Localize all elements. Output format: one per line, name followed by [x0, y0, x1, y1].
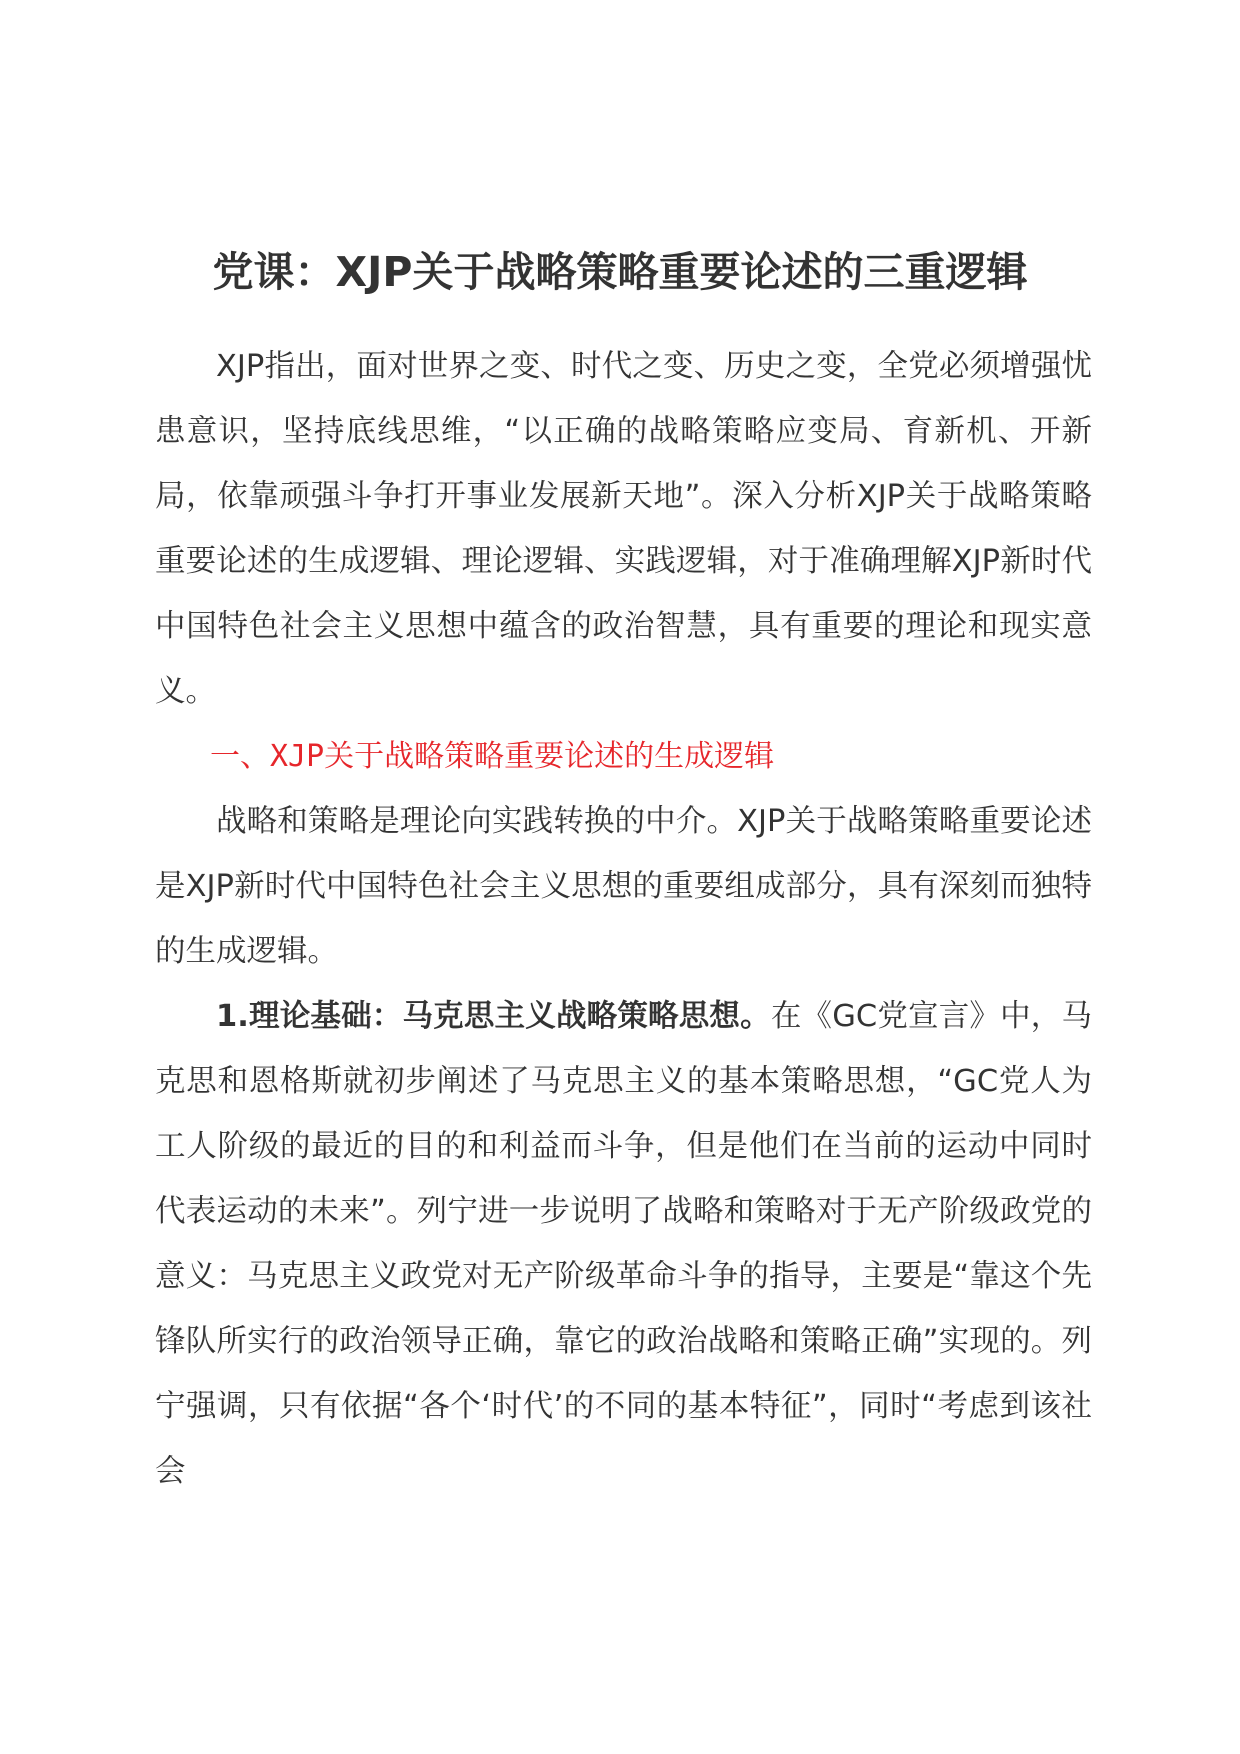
point-1-body: 在《GC党宣言》中，马克思和恩格斯就初步阐述了马克思主义的基本策略思想，“GC党人为工人阶级的最近的目的和利益而斗争，但是他们在当前的运动中同时代表运动的未来”。列宁进一步说明了战略和策略对于无产阶级政党的意义：马克思主义政党对无产阶级革命斗争的指导，主要是“靠这个先锋队所实行的政治领导正确，靠它的政治战略和策略正确”实现的。列宁强调，只有依据“各个‘时代’的不同的基本特征”，同时“考虑到该社会: [155, 999, 1092, 1489]
document-body: [155, 334, 1092, 1504]
document-title: 党课：XJP关于战略策略重要论述的三重逻辑: [212, 248, 1028, 296]
point-1-paragraph: [155, 984, 1092, 1504]
section-heading-1: 一、XJP关于战略策略重要论述的生成逻辑: [210, 739, 775, 774]
intro-paragraph: XJP指出，面对世界之变、时代之变、历史之变，全党必须增强忧患意识，坚持底线思维，“以正确的战略策略应变局、育新机、开新局，依靠顽强斗争打开事业发展新天地”。深入分析XJP关于战略策略重要论述的生成逻辑、理论逻辑、实践逻辑，对于准确理解XJP新时代中国特色社会主义思想中蕴含的政治智慧，具有重要的理论和现实意义。: [155, 349, 1092, 709]
section-1-paragraph: 战略和策略是理论向实践转换的中介。XJP关于战略策略重要论述是XJP新时代中国特色社会主义思想的重要组成部分，具有深刻而独特的生成逻辑。: [155, 804, 1092, 969]
point-1-lead: 1.理论基础：马克思主义战略策略思想。: [216, 999, 771, 1034]
